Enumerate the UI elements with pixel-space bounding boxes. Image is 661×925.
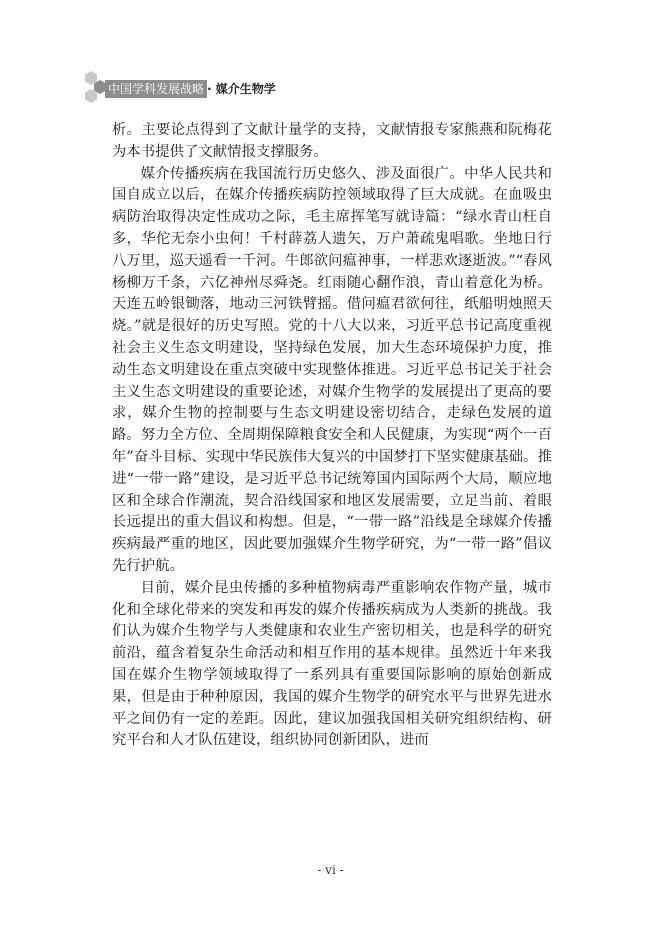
paragraph: 析。主要论点得到了文献计量学的支持，文献情报专家熊燕和阮梅花为本书提供了文献情报支撑服务。 [112, 122, 552, 160]
paragraph: 媒介传播疾病在我国流行历史悠久、涉及面很广。中华人民共和国自成立以后，在媒介传播疾病防控领域取得了巨大成就。在血吸虫病防治取得决定性成功之际，毛主席挥笔写就诗篇：“绿水青山枉自多，华佗无奈小虫何！千村薜荔人遗矢，万户萧疏鬼唱歌。坐地日行八万里，巡天遥看一千河。牛郎欲问瘟神事，一样悲欢逐逝波。”“春风杨柳万千条，六亿神州尽舜尧。红雨随心翻作浪，青山着意化为桥。天连五岭银锄落，地动三河铁臂摇。借问瘟君欲何往，纸船明烛照天烧。”就是很好的历史写照。党的十八大以来，习近平总书记高度重视社会主义生态文明建设，坚持绿色发展，加大生态环境保护力度，推动生态文明建设在重点突破中实现整体推进。习近平总书记关于社会主义生态文明建设的重要论述，对媒介生物学的发展提出了更高的要求，媒介生物的控制要与生态文明建设密切结合，走绿色发展的道路。努力全方位、全周期保障粮食安全和人民健康，为实现“两个一百年”奋斗目标、实现中华民族伟大复兴的中国梦打下坚实健康基础。推进“一带一路”建设，是习近平总书记统筹国内国际两个大局，顺应地区和全球合作潮流，契合沿线国家和地区发展需要，立足当前、着眼长远提出的重大倡议和构想。但是，“一带一路”沿线是全球媒介传播疾病最严重的地区，因此要加强媒介生物学研究，为“一带一路”倡议先行护航。 [112, 165, 552, 574]
page-number: - vi - [317, 863, 344, 877]
book-title: · 媒介生物学 [207, 82, 276, 96]
series-title: 中国学科发展战略 [105, 80, 207, 98]
body-text [112, 120, 552, 752]
running-header [83, 70, 583, 110]
paragraph: 目前，媒介昆虫传播的多种植物病毒严重影响农作物产量，城市化和全球化带来的突发和再发的媒介传播疾病成为人类新的挑战。我们认为媒介生物学与人类健康和农业生产密切相关，也是科学的研究前沿，蕴含着复杂生命活动和相互作用的基本规律。虽然近十年来我国在媒介生物学领域取得了一系列具有重要国际影响的原始创新成果，但是由于种种原因，我国的媒介生物学的研究水平与世界先进水平之间仍有一定的差距。因此，建议加强我国相关研究组织结构、研究平台和人才队伍建设，组织协同创新团队，进而 [112, 579, 552, 749]
